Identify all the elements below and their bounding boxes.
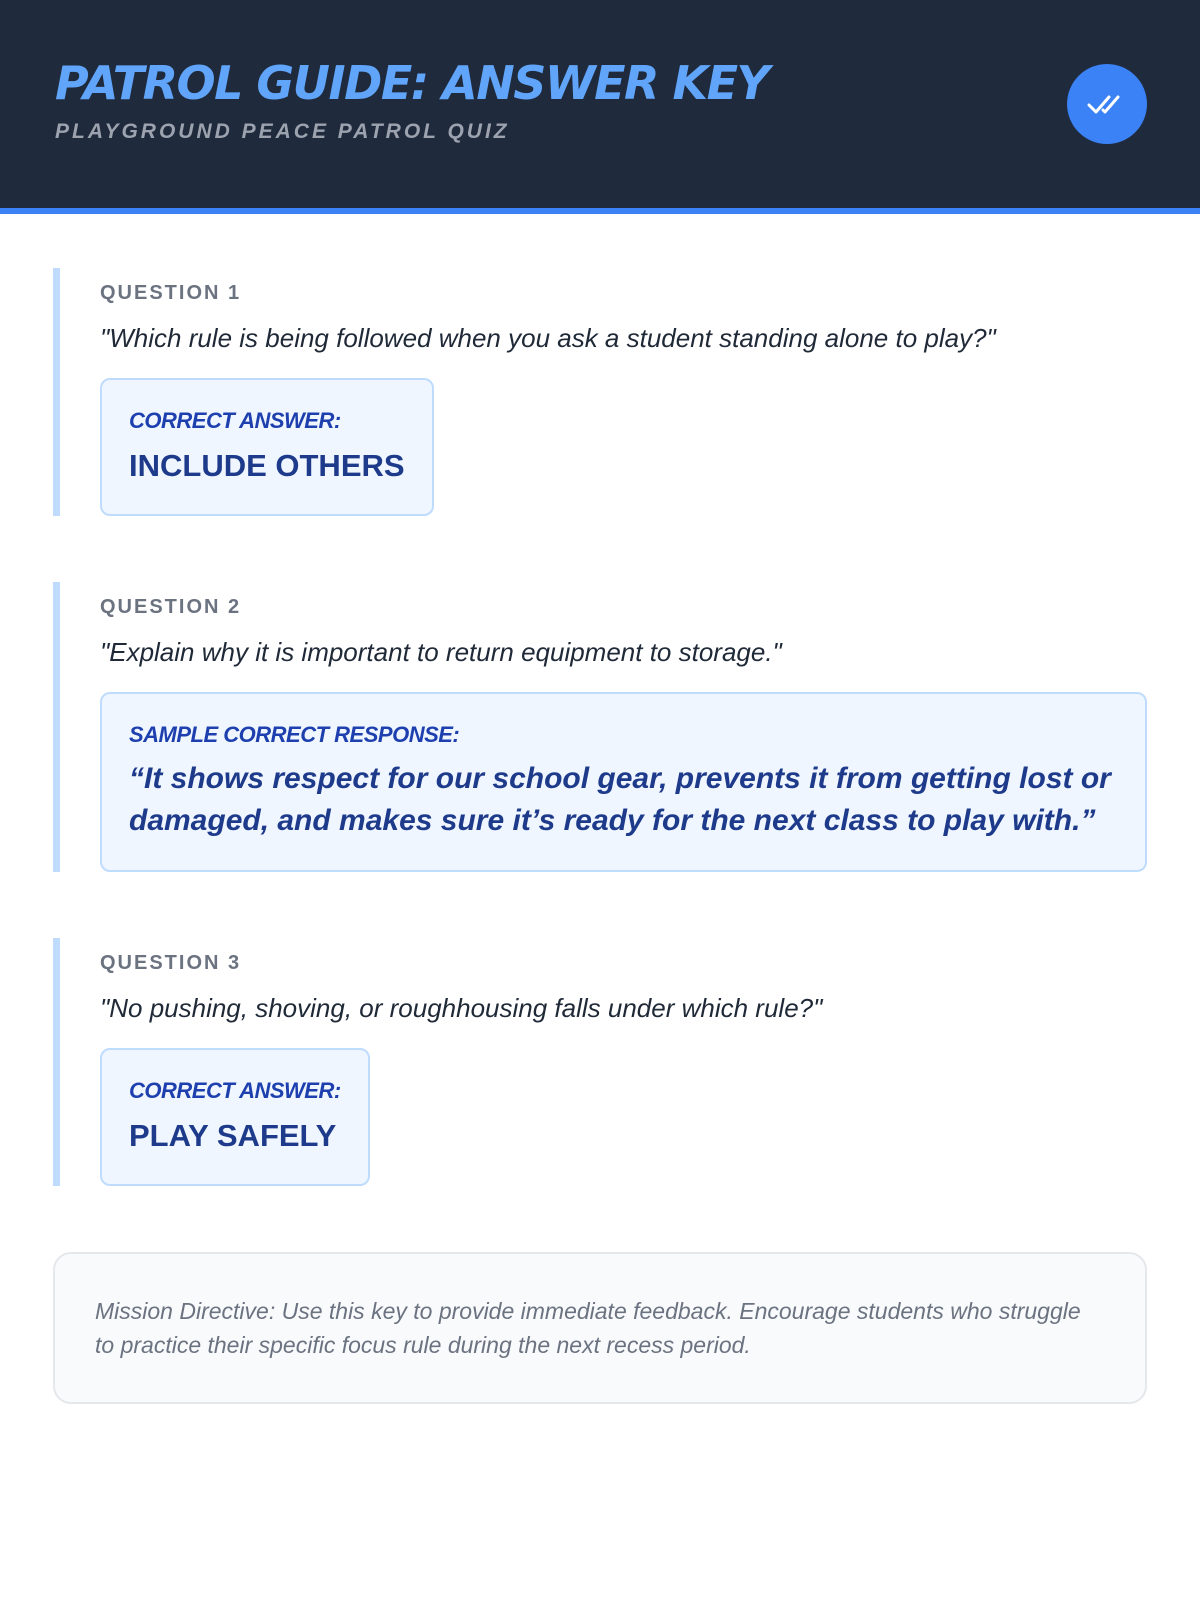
mission-directive: Mission Directive: Use this key to provide immediate feedback. Encourage students who struggle to practice their specific focus rule during the next recess period. [53, 1252, 1147, 1404]
answer-label: CORRECT ANSWER: [129, 1078, 341, 1103]
question-1 [53, 268, 1147, 516]
double-check-icon [1067, 64, 1147, 144]
question-label: QUESTION 2 [100, 596, 242, 618]
question-3 [53, 938, 1147, 1186]
answer-box [100, 692, 1147, 872]
main-content [0, 214, 1200, 1404]
page-header [0, 0, 1200, 214]
page-subtitle: PLAYGROUND PEACE PATROL QUIZ [55, 120, 510, 143]
answer-label: SAMPLE CORRECT RESPONSE: [129, 722, 460, 747]
question-text: "Explain why it is important to return equipment to storage." [100, 637, 782, 667]
question-text: "No pushing, shoving, or roughhousing falls under which rule?" [100, 993, 823, 1023]
question-text: "Which rule is being followed when you ask a student standing alone to play?" [100, 323, 996, 353]
sample-response: “It shows respect for our school gear, prevents it from getting lost or damaged, and makes sure it’s ready for the next class to play with.” [129, 762, 1111, 837]
question-label: QUESTION 1 [100, 282, 242, 304]
page-title: PATROL GUIDE: ANSWER KEY [55, 56, 769, 110]
answer-value: INCLUDE OTHERS [129, 448, 405, 483]
question-label: QUESTION 3 [100, 952, 242, 974]
question-2 [53, 582, 1147, 872]
answer-box [100, 378, 434, 516]
answer-box [100, 1048, 370, 1186]
answer-value: PLAY SAFELY [129, 1118, 337, 1153]
answer-label: CORRECT ANSWER: [129, 408, 341, 433]
